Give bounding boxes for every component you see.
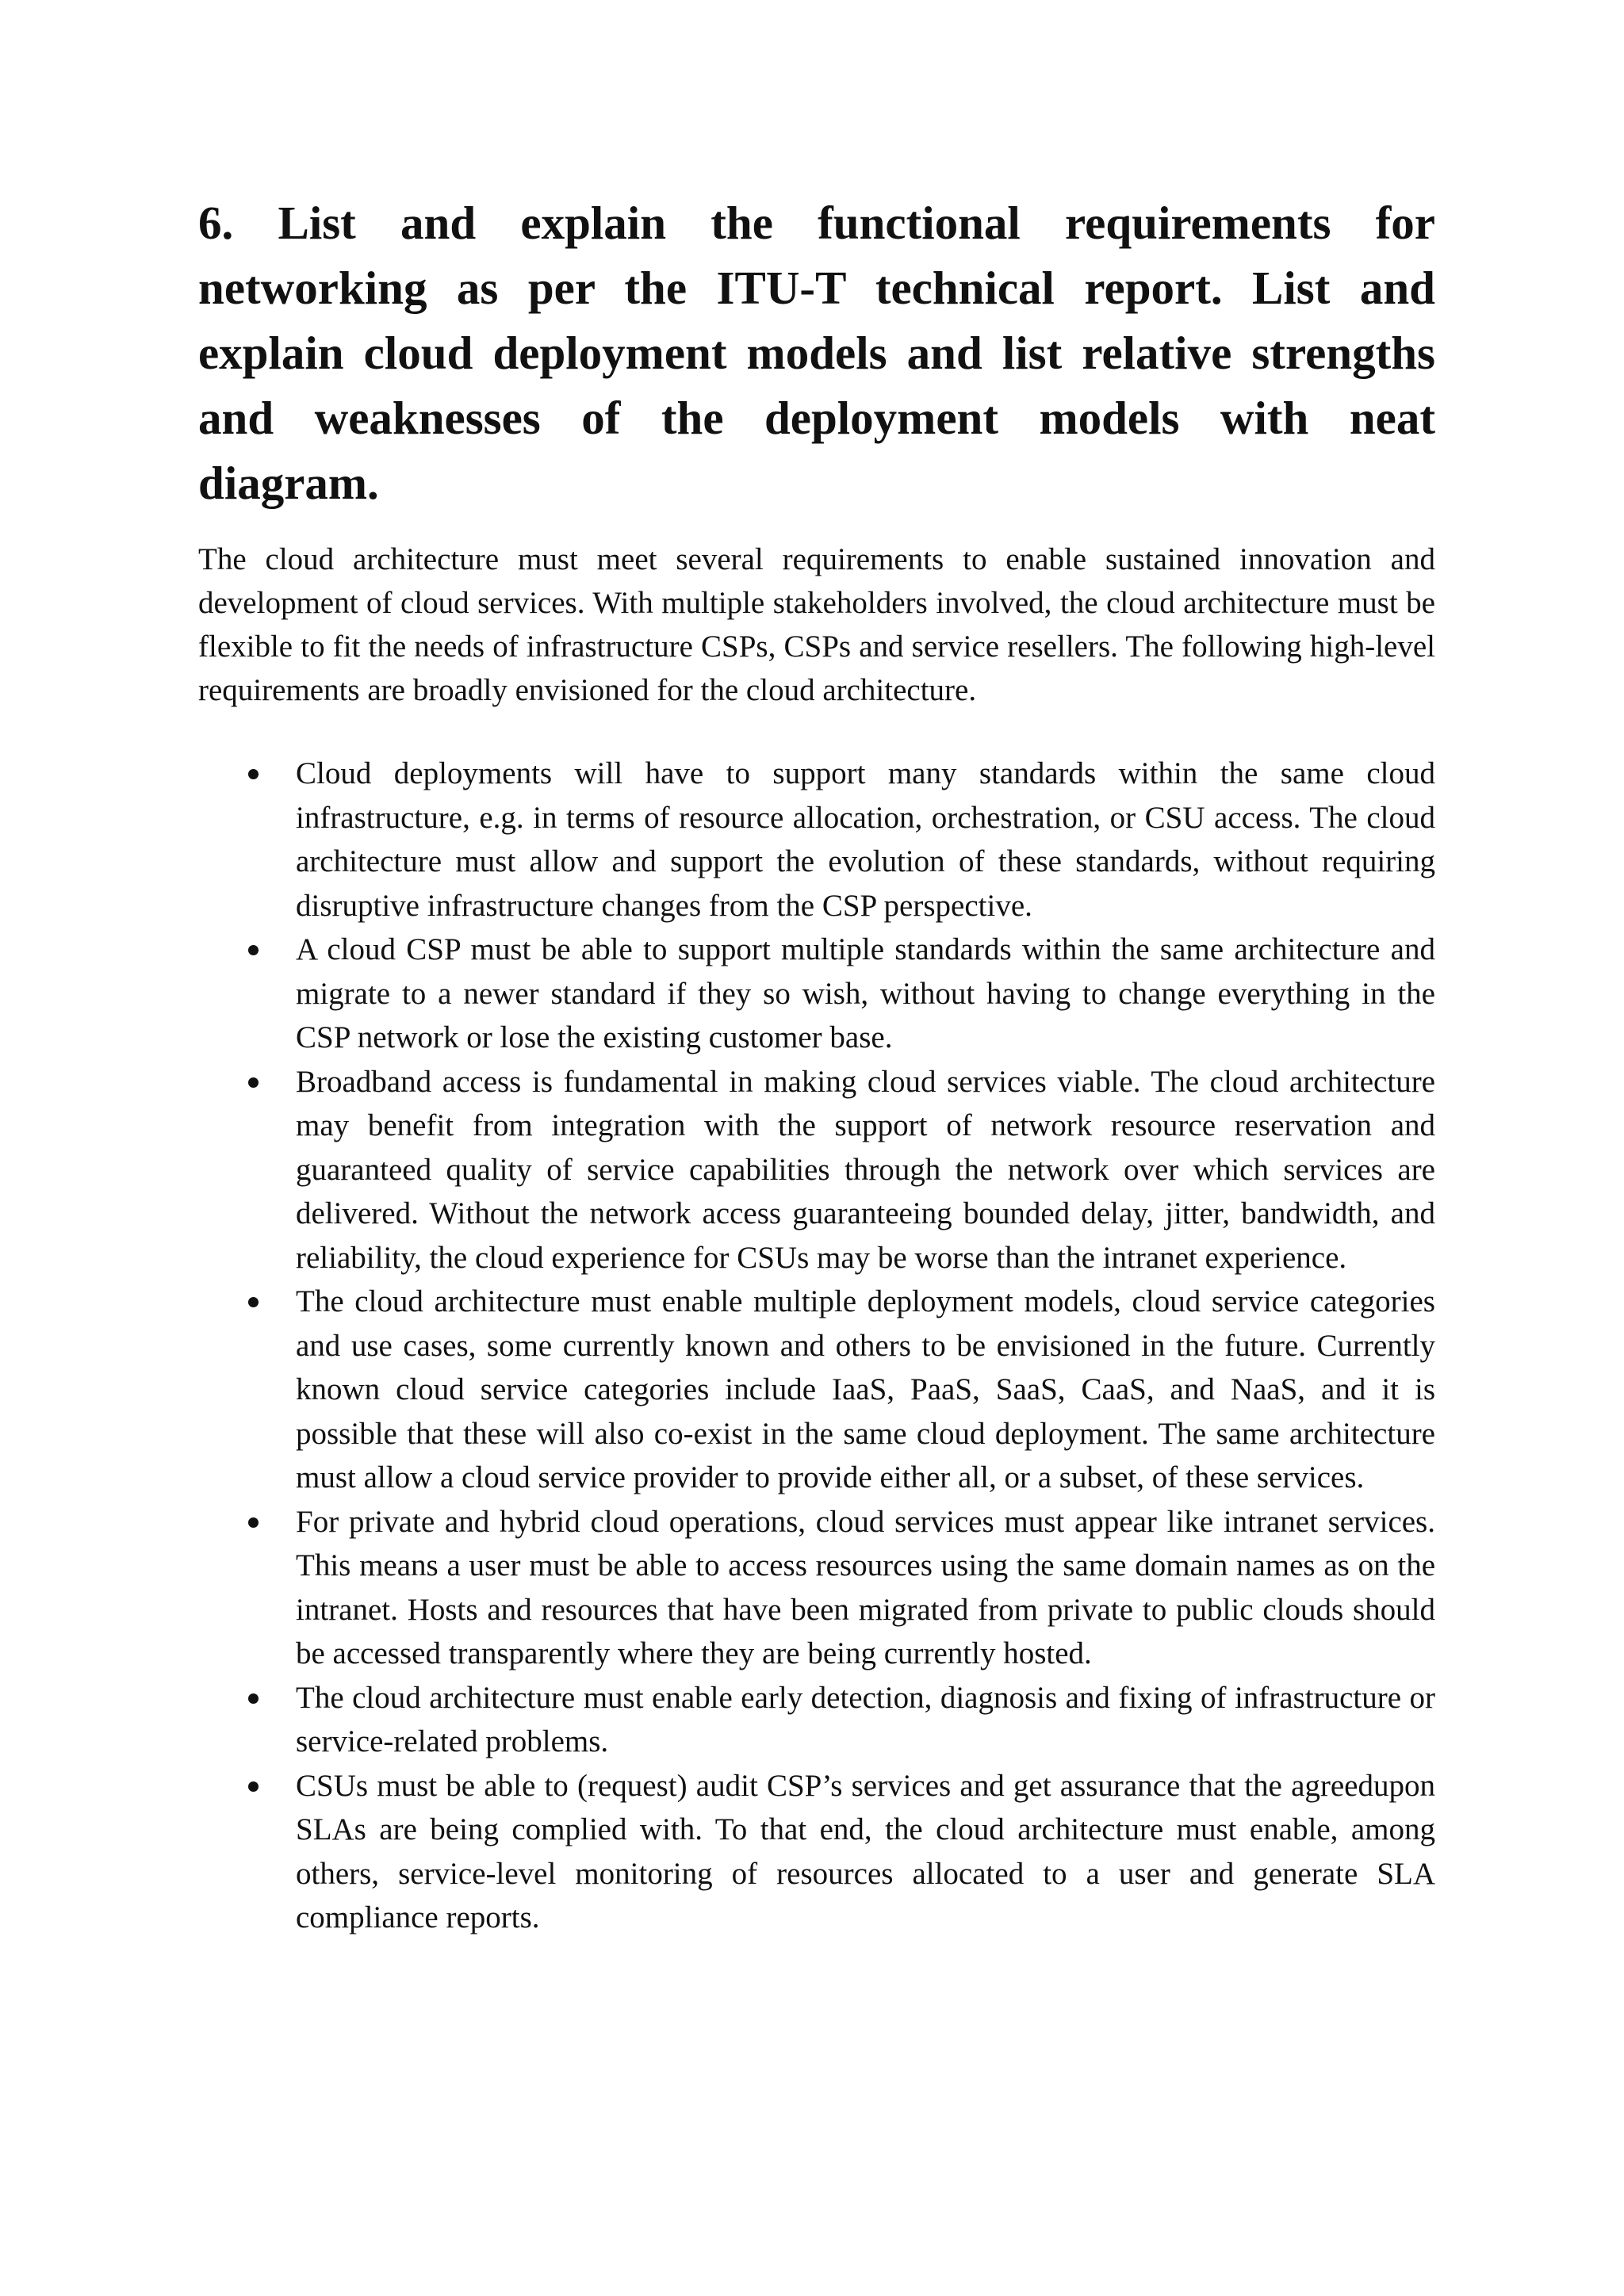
requirement-text: A cloud CSP must be able to support multiple standards within the same architecture and migrate to a newer standard if they so wish, without having to change everything in the CSP network or lose the existing customer base.: [296, 932, 1435, 1054]
requirement-item: [198, 1500, 1435, 1676]
requirement-text: The cloud architecture must enable early detection, diagnosis and fixing of infrastructure or service-related problems.: [296, 1680, 1435, 1758]
bullet-icon: [248, 1297, 259, 1307]
bullet-icon: [248, 1077, 259, 1088]
requirement-item: [198, 1676, 1435, 1764]
bullet-icon: [248, 1517, 259, 1528]
requirement-text: Cloud deployments will have to support many standards within the same cloud infrastructure, e.g. in terms of resource allocation, orchestration, or CSU access. The cloud architecture must allow and support the evolution of these standards, without requiring disruptive infrastructure changes from the CSP perspective.: [296, 756, 1435, 923]
bullet-icon: [248, 1693, 259, 1704]
bullet-icon: [248, 1781, 259, 1792]
requirement-text: Broadband access is fundamental in making cloud services viable. The cloud architecture may benefit from integration with the support of network resource reservation and guaranteed quality of service capabilities through the network over which services are delivered. Without the network access guaranteeing bounded delay, jitter, bandwidth, and reliability, the cloud experience for CSUs may be worse than the intranet experience.: [296, 1064, 1435, 1275]
bullet-icon: [248, 769, 259, 779]
question-heading: 6. List and explain the functional requirements for networking as per the ITU-T technical report. List and explain cloud deployment models and list relative strengths and weaknesses of the deployment models with neat diagram.: [198, 197, 1435, 509]
requirement-item: [198, 1280, 1435, 1500]
requirement-text: The cloud architecture must enable multiple deployment models, cloud service categories and use cases, some currently known and others to be envisioned in the future. Currently known cloud service categories include IaaS, PaaS, SaaS, CaaS, and NaaS, and it is possible that these will also co-exist in the same cloud deployment. The same architecture must allow a cloud service provider to provide either all, or a subset, of these services.: [296, 1284, 1435, 1494]
intro-paragraph: The cloud architecture must meet several requirements to enable sustained innovation and development of cloud services. With multiple stakeholders involved, the cloud architecture must be flexible to fit the needs of infrastructure CSPs, CSPs and service resellers. The following high-level requirements are broadly envisioned for the cloud architecture.: [198, 542, 1435, 707]
requirement-text: For private and hybrid cloud operations, cloud services must appear like intranet services. This means a user must be able to access resources using the same domain names as on the intranet. Hosts and resources that have been migrated from private to public clouds should be accessed transparently where they are being currently hosted.: [296, 1504, 1435, 1670]
document-page: [198, 190, 1435, 1940]
requirement-item: [198, 928, 1435, 1060]
requirements-list: [198, 752, 1435, 1940]
requirement-text: CSUs must be able to (request) audit CSP’s services and get assurance that the agreedupon SLAs are being complied with. To that end, the cloud architecture must enable, among others, service-level monitoring of resources allocated to a user and generate SLA compliance reports.: [296, 1768, 1435, 1934]
requirement-item: [198, 1060, 1435, 1280]
requirement-item: [198, 1764, 1435, 1940]
requirement-item: [198, 752, 1435, 928]
bullet-icon: [248, 945, 259, 955]
